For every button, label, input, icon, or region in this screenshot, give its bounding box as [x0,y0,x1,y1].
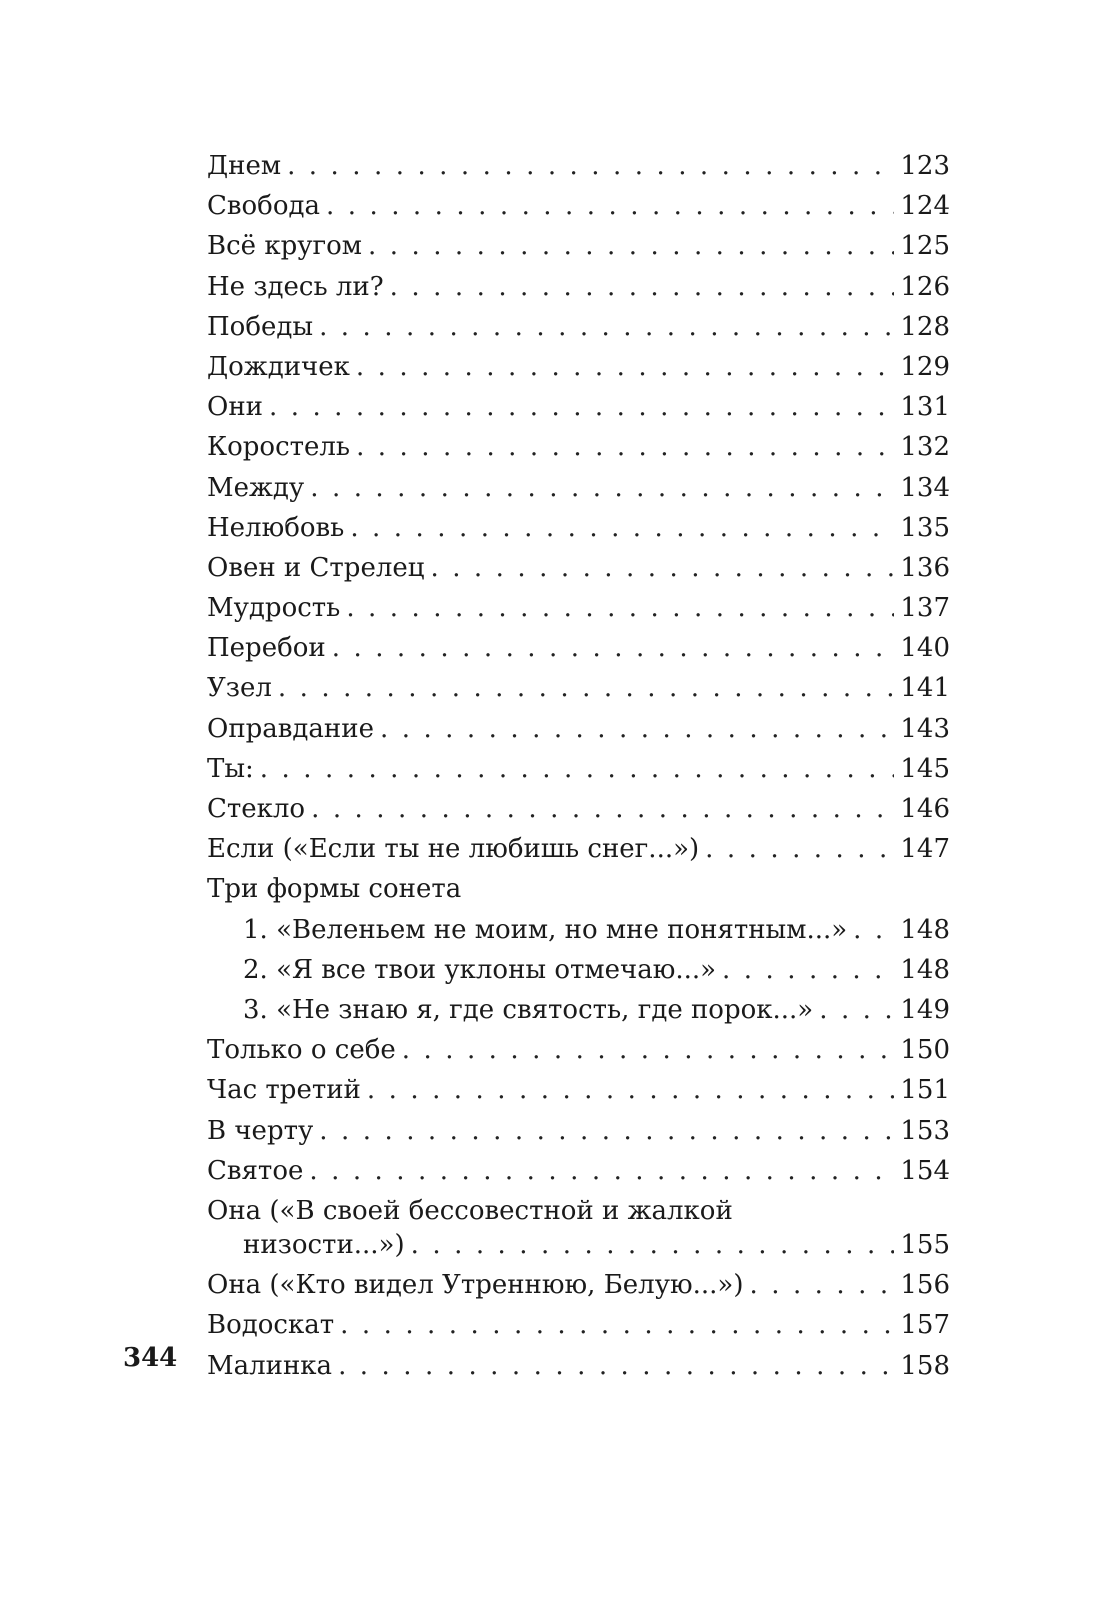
toc-entry [207,789,950,829]
dot-leader [722,950,894,990]
entry-title: Водоскат [207,1310,335,1341]
dot-leader [311,789,894,829]
toc-entry [207,829,950,869]
toc-entry [207,709,950,749]
toc-entry [207,668,950,708]
dot-leader [326,186,894,226]
toc-entry-continuation [207,1225,950,1265]
toc-entry [207,468,950,508]
entry-page: 147 [900,834,950,865]
entry-title: Святое [207,1155,304,1186]
toc-entry [207,1265,950,1305]
toc-entry [207,267,950,307]
dot-leader [319,307,894,347]
entry-page: 129 [900,351,950,382]
entry-title: Она («В своей бессовестной и жалкой [207,1195,733,1226]
dot-leader [310,468,894,508]
entry-page: 150 [900,1035,950,1066]
entry-page: 148 [900,914,950,945]
entry-title: Ты: [207,753,254,784]
entry-title: низости...») [243,1230,405,1261]
entry-page: 125 [900,231,950,262]
toc-entry [207,548,950,588]
dot-leader [819,990,894,1030]
dot-leader [269,387,894,427]
entry-page: 151 [900,1075,950,1106]
dot-leader [346,588,894,628]
entry-title: Дождичек [207,351,350,382]
entry-title: Если («Если ты не любишь снег...») [207,834,700,865]
entry-title: Они [207,392,263,423]
entry-title: Коростель [207,432,351,463]
entry-title: Овен и Стрелец [207,552,425,583]
entry-page: 131 [900,392,950,423]
dot-leader [340,1305,894,1345]
entry-page: 128 [900,311,950,342]
entry-title: Днем [207,151,282,181]
entry-title: 2. «Я все твои уклоны отмечаю...» [243,954,717,985]
dot-leader [319,1111,894,1151]
entry-title: Стекло [207,794,306,824]
entry-page: 141 [900,673,950,704]
dot-leader [287,146,894,186]
entry-page: 137 [900,593,950,624]
toc-entry [207,307,950,347]
entry-title: Победы [207,311,314,342]
entry-title: Она («Кто видел Утреннюю, Белую...») [207,1270,744,1301]
entry-page: 155 [900,1230,950,1261]
toc-subentry [207,910,950,950]
toc-entry [207,387,950,427]
entry-page: 146 [900,794,950,824]
entry-page: 158 [900,1350,950,1381]
entry-title: Свобода [207,191,321,222]
entry-page: 135 [900,512,950,543]
dot-leader [367,1070,894,1110]
toc-entry [207,1030,950,1070]
table-of-contents [207,146,950,1386]
toc-entry [207,628,950,668]
entry-title: Всё кругом [207,231,363,262]
entry-page: 153 [900,1115,950,1146]
entry-title: Перебои [207,633,326,664]
toc-entry [207,1305,950,1345]
toc-entry [207,1111,950,1151]
entry-page: 124 [900,191,950,222]
dot-leader [402,1030,895,1070]
entry-page: 145 [900,753,950,784]
toc-entry [207,1070,950,1110]
toc-subentry [207,990,950,1030]
dot-leader [390,267,895,307]
dot-leader [332,628,895,668]
dot-leader [338,1346,894,1386]
entry-page: 156 [900,1270,950,1301]
dot-leader [350,508,894,548]
entry-title: Оправдание [207,713,374,744]
entry-page: 134 [900,472,950,503]
dot-leader [368,226,894,266]
toc-entry [207,146,950,186]
toc-entry-line1 [207,1191,950,1225]
dot-leader [278,668,894,708]
entry-title: Час третий [207,1075,361,1106]
entry-title: Три формы сонета [207,874,462,905]
entry-page: 132 [900,432,950,463]
entry-page: 157 [900,1310,950,1341]
toc-entry [207,588,950,628]
entry-title: Между [207,472,305,503]
entry-title: 1. «Веленьем не моим, но мне понятным...» [243,914,848,945]
page-number: 344 [123,1343,178,1373]
toc-entry [207,226,950,266]
dot-leader [380,709,894,749]
dot-leader [356,427,894,467]
dot-leader [853,910,894,950]
toc-entry [207,186,950,226]
toc-entry [207,749,950,789]
toc-entry [207,427,950,467]
dot-leader [356,347,894,387]
entry-page: 149 [900,994,950,1025]
entry-title: Малинка [207,1350,333,1381]
dot-leader [749,1265,894,1305]
entry-title: 3. «Не знаю я, где святость, где порок...» [243,994,814,1025]
entry-page: 148 [900,954,950,985]
toc-entry [207,508,950,548]
toc-entry [207,1151,950,1191]
entry-title: Не здесь ли? [207,271,384,302]
entry-page: 140 [900,633,950,664]
entry-page: 123 [900,151,950,181]
dot-leader [411,1225,895,1265]
dot-leader [309,1151,894,1191]
entry-page: 126 [900,271,950,302]
entry-title: Нелюбовь [207,512,345,543]
toc-entry [207,1346,950,1386]
entry-title: В черту [207,1115,314,1146]
dot-leader [430,548,894,588]
toc-entry [207,347,950,387]
toc-section-heading [207,869,950,909]
toc-subentry [207,950,950,990]
entry-page: 154 [900,1155,950,1186]
entry-page: 143 [900,713,950,744]
dot-leader [260,749,895,789]
entry-title: Только о себе [207,1035,396,1066]
entry-title: Узел [207,673,272,704]
dot-leader [705,829,894,869]
entry-page: 136 [900,552,950,583]
entry-title: Мудрость [207,593,341,624]
